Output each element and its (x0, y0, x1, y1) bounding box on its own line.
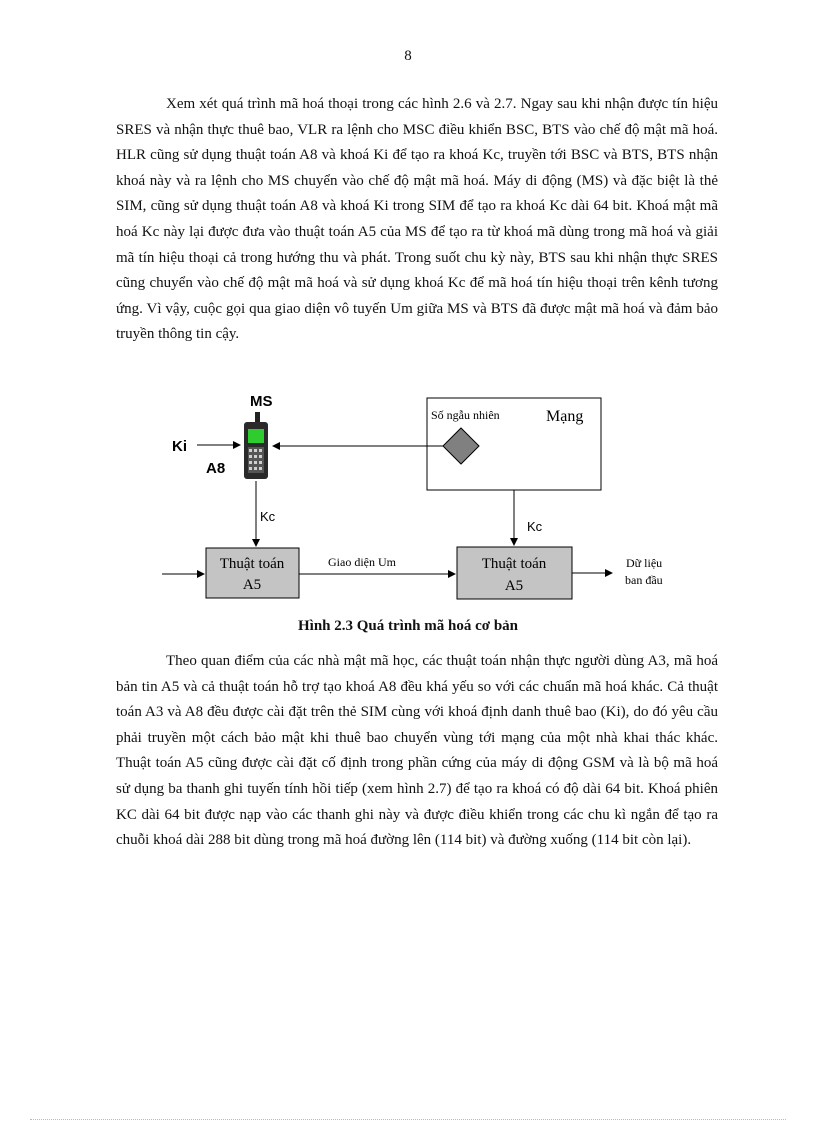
paragraph-1: Xem xét quá trình mã hoá thoại trong các hình 2.6 và 2.7. Ngay sau khi nhận được tín hiệu SRES và nhận thực thuê bao, VLR ra lệnh cho MSC điều khiển BSC, BTS vào chế độ mật mã hoá. HLR cũng sử dụng thuật toán A8 và khoá Ki để tạo ra khoá Kc, truyền tới BSC và BTS, BTS nhận khoá này và ra lệnh cho MS chuyển vào chế độ mật mã hoá. Máy di động (MS) và đặc biệt là thẻ SIM, cũng sử dụng thuật toán A8 và khoá Ki trong SIM để tạo ra khoá Kc dài 64 bit. Khoá mật mã hoá Kc này lại được đưa vào thuật toán A5 của MS để tạo ra từ khoá mã dùng trong mã hoá và giải mã tín hiệu thoại cả trong hướng thu và phát. Trong suốt chu kỳ này, BTS sau khi nhận thực SRES cũng chuyển vào chế độ mật mã hoá và sử dụng khoá Kc để mã hoá tín hiệu thoại trên kênh tương ứng. Vì vậy, cuộc gọi qua giao diện vô tuyến Um giữa MS và BTS đã được mật mã hoá và đảm bảo truyền thông tin cậy. (116, 96, 718, 343)
footer-divider (30, 1119, 786, 1120)
network-label: Mạng (546, 408, 584, 425)
output-line2: ban đầu (625, 573, 663, 587)
paragraph-2: Theo quan điểm của các nhà mật mã học, các thuật toán nhận thực người dùng A3, mã hoá bản tin A5 và cả thuật toán hỗ trợ tạo khoá A8 đều khá yếu so với các chuẩn mã hoá khác. Cả thuật toán A3 và A8 đều được cài đặt trên thẻ SIM cùng với khoá định danh thuê bao (Ki), do đó yêu cầu phải truyền một cách bảo mật khi thuê bao chuyển vùng tới mạng của một nhà khai thác khác. Thuật toán A5 cũng được cài đặt cố định trong phần cứng của máy di động GSM và là bộ mã hoá sử dụng ba thanh ghi tuyến tính hồi tiếp (xem hình 2.7) để tạo ra khoá có độ dài 64 bit. Khoá phiên KC dài 64 bit được nạp vào các thanh ghi này và được điều khiển trong các chu kì ngắn để tạo ra chuỗi khoá dài 288 bit dùng trong mã hoá đường lên (114 bit) và đường xuống (114 bit còn lại). (116, 653, 718, 849)
ki-label: Ki (172, 438, 187, 455)
page-number: 8 (404, 48, 412, 64)
um-interface-label: Giao diện Um (328, 555, 396, 569)
mobile-phone-icon (244, 412, 268, 479)
encryption-diagram (150, 385, 710, 610)
figure-caption: Hình 2.3 Quá trình mã hoá cơ bản (297, 618, 519, 634)
algo-right-line1: Thuật toán (481, 556, 547, 572)
ms-label: MS (250, 393, 273, 410)
algo-left-line2: A5 (242, 577, 262, 593)
algo-right-line2: A5 (504, 578, 524, 594)
a8-label: A8 (206, 460, 226, 477)
random-number-label: Số ngẫu nhiên (431, 408, 500, 422)
algo-left-line1: Thuật toán (219, 556, 285, 572)
kc-left-label: Kc (260, 509, 276, 524)
output-line1: Dữ liệu (626, 556, 663, 570)
kc-right-label: Kc (527, 519, 543, 534)
